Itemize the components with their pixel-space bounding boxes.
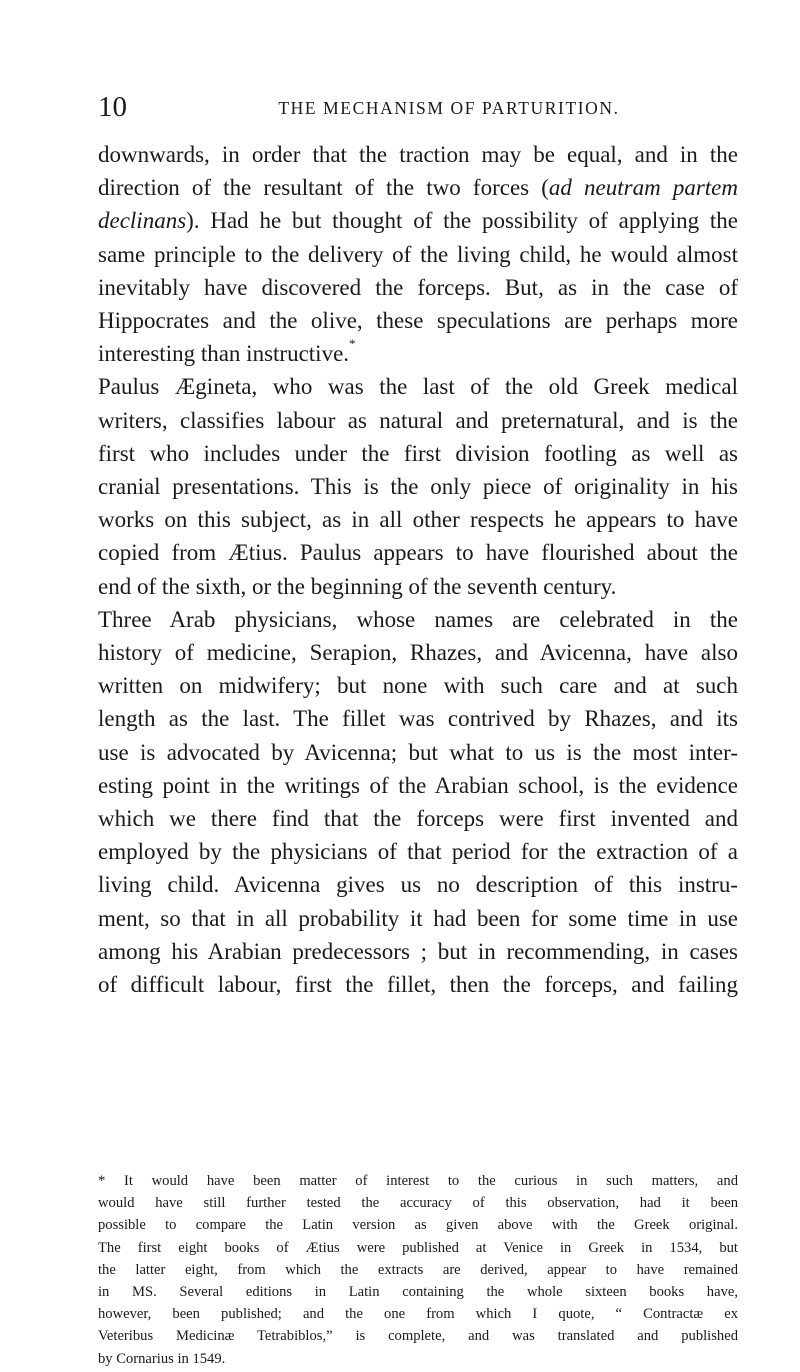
text-line: use is advocated by Avicenna; but what to us is the most inter- (98, 739, 738, 765)
text-line: written on midwifery; but none with such care and at such (98, 673, 738, 699)
text-line: Hippocrates and the olive, these speculations are perhaps more (98, 308, 738, 334)
text-line: Paulus Ægineta, who was the last of the old Greek medical (98, 374, 738, 400)
text-line: same principle to the delivery of the living child, he would almost (98, 241, 738, 267)
text-line: esting point in the writings of the Arabian school, is the evidence (98, 772, 738, 798)
footnote-line: possible to compare the Latin version as given above with the Greek original. (98, 1217, 738, 1234)
text-span: ). Had he but thought of the possibility of applying the (186, 208, 738, 234)
text-line: first who includes under the first division footling as well as (98, 440, 738, 466)
paragraph-1 (98, 138, 738, 370)
footnote-line: however, been published; and the one from which I quote, “ Contractæ ex (98, 1306, 738, 1323)
footnote-marker: * (349, 336, 356, 352)
running-head: THE MECHANISM OF PARTURITION. (278, 98, 620, 118)
text-line: which we there find that the forceps were first invented and (98, 806, 738, 832)
text-line: history of medicine, Serapion, Rhazes, and Avicenna, have also (98, 640, 738, 666)
footnote (98, 1170, 738, 1370)
footnote-line: * It would have been matter of interest to the curious in such matters, and (98, 1173, 738, 1189)
text-line: ment, so that in all probability it had been for some time in use (98, 905, 738, 931)
page-header (98, 90, 738, 124)
body-text (98, 138, 738, 1001)
text-line: among his Arabian predecessors ; but in recommending, in cases (98, 938, 738, 964)
latin-phrase: ad neutram partem (548, 175, 738, 201)
text-line: end of the sixth, or the beginning of the seventh century. (98, 573, 617, 599)
footnote-line: The first eight books of Ætius were published at Venice in Greek in 1534, but (98, 1239, 738, 1256)
text-line: Three Arab physicians, whose names are celebrated in the (98, 606, 738, 632)
footnote-line: the latter eight, from which the extracts are derived, appear to have remained (98, 1261, 738, 1278)
text-line: copied from Ætius. Paulus appears to have flourished about the (98, 540, 738, 566)
text-line: employed by the physicians of that period for the extraction of a (98, 839, 738, 865)
paragraph-3 (98, 603, 738, 1001)
text-line: cranial presentations. This is the only piece of originality in his (98, 474, 738, 500)
footnote-line: in MS. Several editions in Latin containing the whole sixteen books have, (98, 1284, 738, 1301)
text-line (98, 337, 738, 370)
text-line: writers, classifies labour as natural and preternatural, and is the (98, 407, 738, 433)
paragraph-2 (98, 370, 738, 602)
text-line: living child. Avicenna gives us no description of this instru- (98, 872, 738, 898)
footnote-line: Veteribus Medicinæ Tetrabiblos,” is complete, and was translated and published (98, 1328, 738, 1345)
text-line (98, 204, 738, 237)
text-line: of difficult labour, first the fillet, then the forceps, and failing (98, 972, 738, 998)
text-span: direction of the resultant of the two forces ( (98, 175, 549, 201)
text-line: works on this subject, as in all other respects he appears to have (98, 507, 738, 533)
footnote-line: by Cornarius in 1549. (98, 1350, 226, 1367)
page-number: 10 (98, 91, 127, 123)
text-line: length as the last. The fillet was contrived by Rhazes, and its (98, 706, 738, 732)
text-line: inevitably have discovered the forceps. But, as in the case of (98, 274, 738, 300)
latin-phrase: declinans (98, 208, 187, 234)
footnote-line: would have still further tested the accuracy of this observation, had it been (98, 1195, 738, 1212)
text-span: interesting than instructive. (98, 341, 350, 367)
text-line (98, 171, 738, 204)
text-line: downwards, in order that the traction may be equal, and in the (98, 142, 738, 167)
